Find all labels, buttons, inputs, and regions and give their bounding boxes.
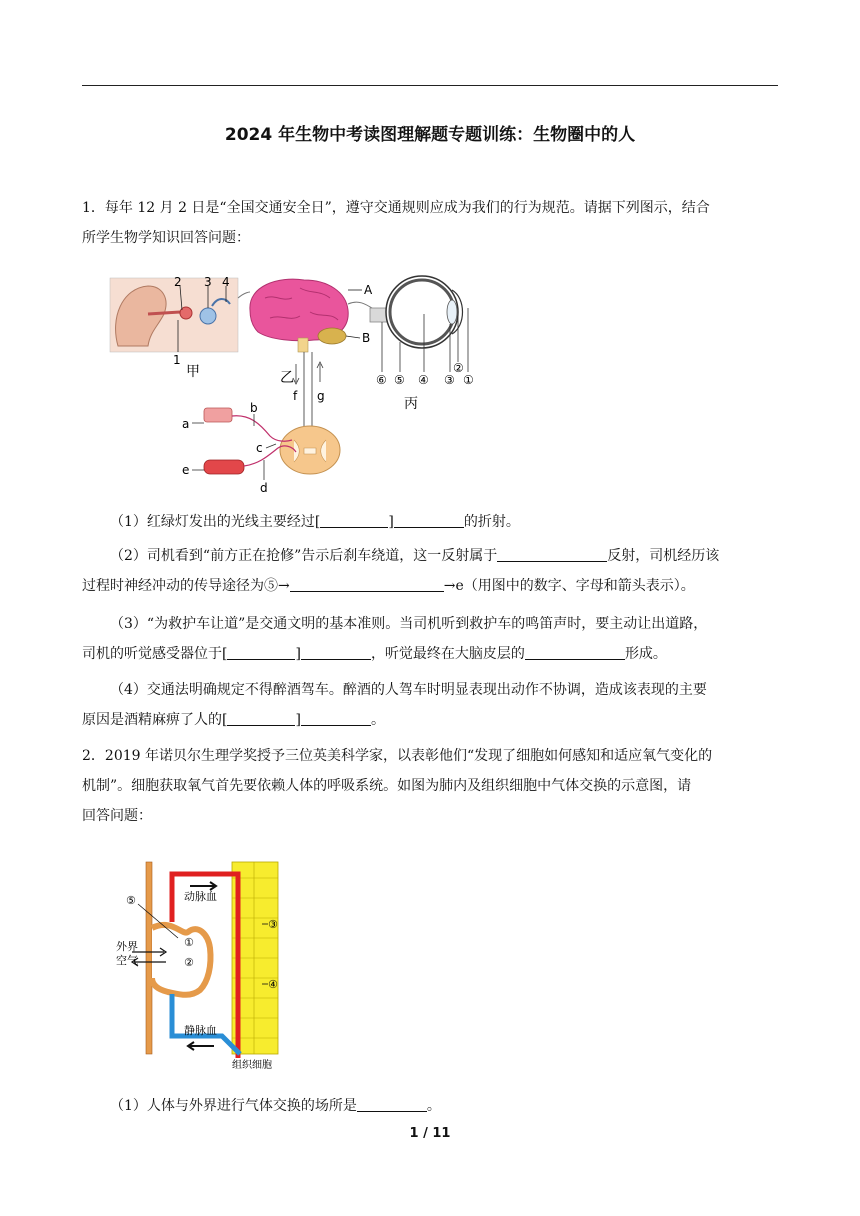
q1-sub4 xyxy=(82,675,778,735)
q1-sub1-text-b: ] xyxy=(388,514,394,530)
q1-sub1-text-c: 的折射。 xyxy=(463,514,520,530)
answer-blank[interactable] xyxy=(227,645,295,660)
brainstem-shape xyxy=(298,338,308,352)
label-circle-4: ④ xyxy=(268,978,278,991)
q1-sub4-text-d: 。 xyxy=(370,712,385,728)
answer-blank[interactable] xyxy=(227,711,295,726)
label-tissue-cells: 组织细胞 xyxy=(232,1060,272,1071)
ear-label-4: 4 xyxy=(222,275,230,289)
q1-sub4-text-c: ] xyxy=(295,712,301,728)
header-rule xyxy=(82,85,778,86)
page-number: 1 / 11 xyxy=(409,1126,451,1141)
q1-sub3-text-c: ] xyxy=(295,646,301,662)
label-arterial-blood: 动脉血 xyxy=(184,890,217,903)
eye-label-5: ⑤ xyxy=(394,373,405,387)
q1-sub2 xyxy=(82,541,778,601)
brain-label-A: A xyxy=(364,283,373,297)
arc-label-c: c xyxy=(256,441,263,455)
ear-label-1: 1 xyxy=(173,353,181,367)
answer-blank[interactable] xyxy=(301,711,371,726)
label-circle-5: ⑤ xyxy=(126,894,136,907)
q1-sub3-text-b: 司机的听觉感受器位于[ xyxy=(82,646,228,662)
answer-blank[interactable] xyxy=(357,1097,427,1112)
q2-stem-line2: 机制”。细胞获取氧气首先要依赖人体的呼吸系统。如图为肺内及组织细胞中气体交换的示意图，请 xyxy=(82,778,692,794)
q2-sub1-text-b: 。 xyxy=(426,1098,441,1114)
brain-leader-B xyxy=(346,336,360,338)
label-circle-2: ② xyxy=(184,956,194,969)
label-venous-blood: 静脉血 xyxy=(184,1024,217,1037)
venous-flow-arrow xyxy=(188,1042,214,1050)
ear-label-3: 3 xyxy=(204,275,212,289)
answer-blank[interactable] xyxy=(394,513,464,528)
bronchiole-wall xyxy=(146,862,152,1054)
q2-sub1 xyxy=(82,1091,778,1121)
tract-label-g: g xyxy=(317,389,325,403)
eye-label-3: ③ xyxy=(444,373,455,387)
arc-label-d: d xyxy=(260,481,268,495)
q1-figure xyxy=(100,268,500,500)
q1-stem xyxy=(82,193,778,253)
arterial-flow-arrow xyxy=(190,882,216,890)
q1-stem-line1: 1．每年 12 月 2 日是“全国交通安全日”，遵守交通规则应成为我们的行为规范。请据下列图示，结合 xyxy=(82,200,710,216)
eye-panel-label: 丙 xyxy=(404,396,418,412)
q1-sub3-text-e: 形成。 xyxy=(624,646,667,662)
page-title: 2024 年生物中考读图理解题专题训练：生物圈中的人 xyxy=(224,125,636,145)
q1-sub3-text-d: ，听觉最终在大脑皮层的 xyxy=(370,646,525,662)
q1-sub1-text-a: （1）红绿灯发出的光线主要经过[ xyxy=(110,514,321,530)
answer-blank[interactable] xyxy=(301,645,371,660)
q1-sub2-text-d: →e（用图中的数字、字母和箭头表示）。 xyxy=(443,578,695,594)
ear-label-2: 2 xyxy=(174,275,182,289)
answer-blank[interactable] xyxy=(290,577,444,592)
ear-panel-label: 甲 xyxy=(186,364,200,380)
label-air: 空气 xyxy=(116,954,138,967)
auditory-nerve xyxy=(238,292,250,298)
arc-leader-c xyxy=(266,444,276,448)
label-circle-3: ③ xyxy=(268,918,278,931)
alveolus-wall xyxy=(152,925,211,995)
eye-label-2: ② xyxy=(453,361,464,375)
arc-label-b: b xyxy=(250,401,258,415)
answer-blank[interactable] xyxy=(525,645,625,660)
q2-figure xyxy=(112,858,292,1072)
sensory-nerve xyxy=(232,416,292,441)
q1-sub3-text-a: （3）“为救护车让道”是交通文明的基本准则。当司机听到救护车的鸣笛声时，要主动让出道路， xyxy=(110,616,708,632)
q1-sub3 xyxy=(82,609,778,669)
q1-sub2-text-a: （2）司机看到“前方正在抢修”告示后刹车绕道，这一反射属于 xyxy=(110,548,498,564)
eye-label-6: ⑥ xyxy=(376,373,387,387)
q2-stem-line3: 回答问题： xyxy=(82,808,152,824)
q2-stem-line1: 2．2019 年诺贝尔生理学奖授予三位英美科学家，以表彰他们“发现了细胞如何感知和适应氧气变化的 xyxy=(82,748,713,764)
q1-sub4-text-a: （4）交通法明确规定不得醉酒驾车。醉酒的人驾车时明显表现出动作不协调，造成该表现的主要 xyxy=(110,682,707,698)
q2-sub1-text-a: （1）人体与外界进行气体交换的场所是 xyxy=(110,1098,357,1114)
label-circle-1: ① xyxy=(184,936,194,949)
q1-sub4-text-b: 原因是酒精麻痹了人的[ xyxy=(82,712,228,728)
q1-stem-line2: 所学生物学知识回答问题： xyxy=(82,230,250,246)
arc-label-a: a xyxy=(182,417,190,431)
q1-sub2-text-c: 过程时神经冲动的传导途径为⑤→ xyxy=(82,578,290,594)
answer-blank[interactable] xyxy=(497,547,607,562)
eye-label-4: ④ xyxy=(418,373,429,387)
eye-label-1: ① xyxy=(463,373,474,387)
effector-muscle xyxy=(204,460,244,474)
label-outside: 外界 xyxy=(116,940,138,953)
brain-label-B: B xyxy=(362,331,371,345)
arc-label-e: e xyxy=(182,463,190,477)
q1-sub1 xyxy=(82,507,778,537)
cerebellum-shape xyxy=(318,328,346,344)
tract-label-f: f xyxy=(293,389,298,403)
q2-stem xyxy=(82,741,778,831)
lens-shape xyxy=(447,300,457,324)
receptor-shape xyxy=(204,408,232,422)
answer-blank[interactable] xyxy=(320,513,388,528)
q1-sub2-text-b: 反射，司机经历该 xyxy=(607,548,720,564)
cochlea-shape xyxy=(200,308,216,324)
tract-panel-label: 乙 xyxy=(280,370,294,386)
